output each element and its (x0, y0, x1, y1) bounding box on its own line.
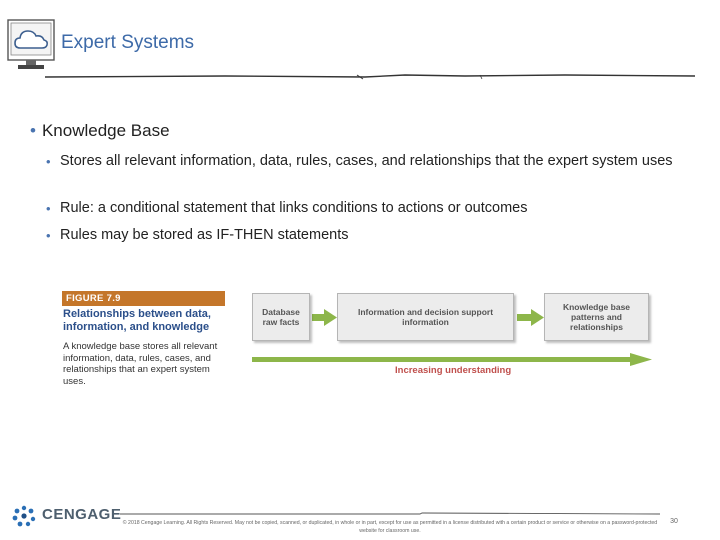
figure-7-9 (62, 291, 662, 396)
box-database-raw-facts: Database raw facts (252, 293, 310, 341)
arrow-right-icon (517, 309, 544, 326)
cengage-logo (12, 504, 122, 528)
bullet-marker: • (46, 154, 51, 169)
bullet-marker: • (46, 201, 51, 216)
bullet-marker: • (30, 121, 36, 140)
cengage-logo-icon (12, 504, 38, 528)
figure-number-label: FIGURE 7.9 (62, 291, 225, 306)
increasing-understanding-label: Increasing understanding (395, 365, 512, 376)
sub-bullet-if-then (46, 225, 676, 246)
sub-bullet-stores (46, 151, 676, 172)
footer-divider (120, 512, 660, 516)
bullet-text: Rules may be stored as IF-THEN statements (60, 227, 349, 243)
bullet-knowledge-base (30, 121, 170, 141)
bullet-text: Rule: a conditional statement that links conditions to actions or outcomes (60, 200, 528, 216)
copyright-notice: © 2018 Cengage Learning. All Rights Reserved. May not be copied, scanned, or duplicated, in whole or in part, except for use as permitted in a license distributed with a certain product or service or otherwise on a password-protected website for classroom use. (122, 520, 658, 534)
box-information-decision-support: Information and decision support information (337, 293, 514, 341)
header-divider (45, 70, 695, 82)
figure-caption: A knowledge base stores all relevant information, data, rules, cases, and relationships that an expert system uses. (63, 341, 218, 387)
bullet-text: Knowledge Base (41, 121, 170, 140)
page-number: 30 (670, 518, 678, 525)
slide-title: Expert Systems (61, 32, 195, 53)
logo-wordmark: CENGAGE (42, 506, 122, 523)
sub-bullet-rule (46, 198, 676, 219)
bullet-marker: • (46, 228, 51, 243)
bullet-text: Stores all relevant information, data, rules, cases, and relationships that the expert system uses (60, 153, 673, 169)
figure-title: Relationships between data, information, and knowledge (63, 308, 211, 333)
cloud-monitor-icon (6, 18, 56, 72)
box-knowledge-base: Knowledge base patterns and relationships (544, 293, 649, 341)
arrow-right-icon (312, 309, 337, 326)
